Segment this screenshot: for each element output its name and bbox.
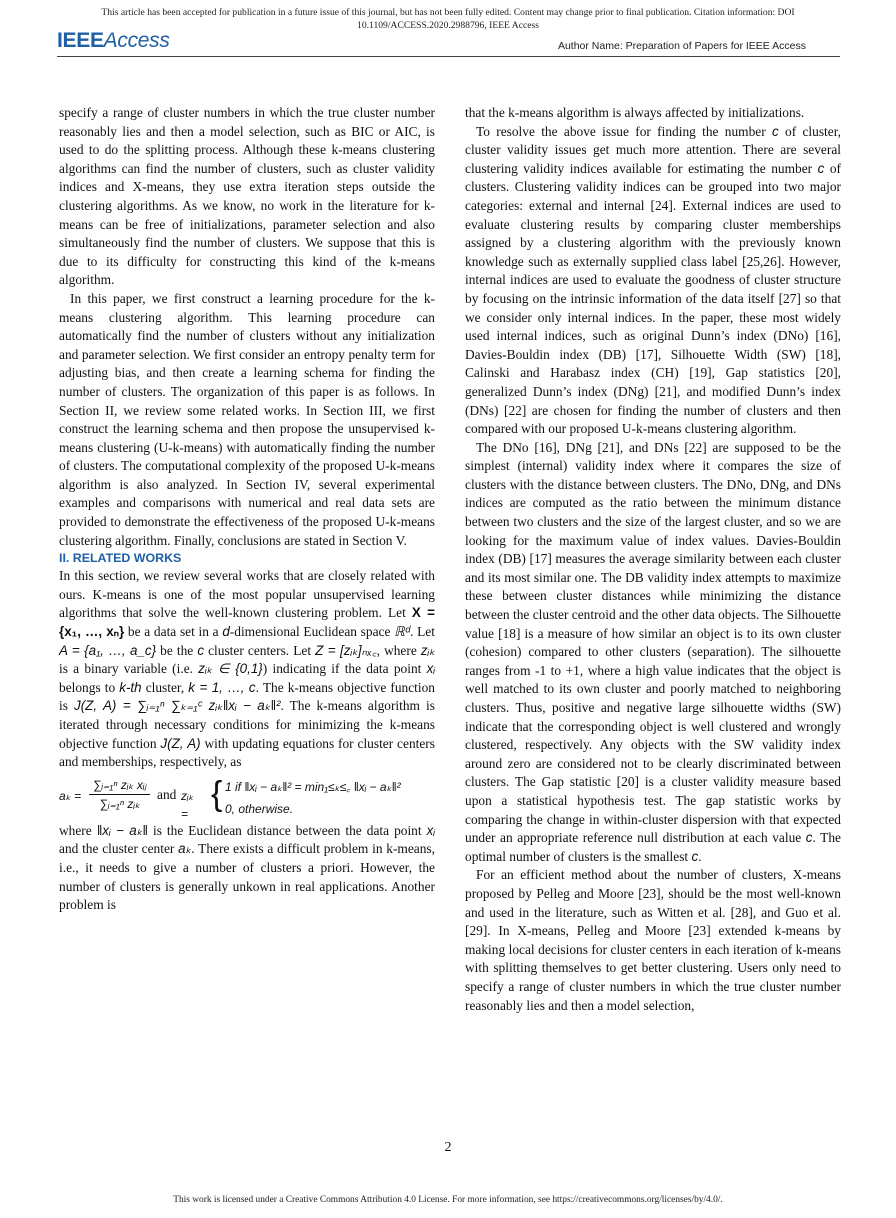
- eq-case-1: 1 if ‖xᵢ − aₖ‖² = min₁≤ₖ≤꜀ ‖xᵢ − aₖ‖²: [225, 779, 401, 794]
- header-rule: [57, 56, 840, 57]
- left-column: [59, 104, 435, 915]
- text-run: where: [59, 822, 92, 838]
- math-d: d: [222, 624, 230, 640]
- math-objective: J(Z, A) = ∑ᵢ₌₁ⁿ ∑ₖ₌₁ᶜ zᵢₖ‖xᵢ − aₖ‖²: [74, 698, 281, 714]
- text-run: of cluster, cluster validity issues get much more attention. There are several clustering validity indices available for estimating the number: [465, 123, 841, 176]
- eq-ak-lhs: aₖ =: [59, 788, 82, 803]
- text-run: with updating equations for cluster centers and memberships, respectively, as: [59, 735, 435, 770]
- text-run: ) indicating if the data point: [262, 661, 422, 677]
- math-c: c: [691, 848, 699, 864]
- logo-ieee: IEEE: [57, 29, 104, 52]
- paragraph: In this paper, we first construct a learning procedure for the k-means clustering algorithm. This learning procedure can automatically find the number of clusters without any initialization and parameter selection. We first consider an entropy penalty term for adjusting bias, and then create a learning schema for finding the number of clusters. The organization of this paper is as follows. In Section II, we review some related works. In Section III, we first construct the learning schema and then propose the unsupervised k-means clustering (U-k-means) with automatically finding the number of clusters. The computational complexity of the proposed U-k-means algorithm is also analyzed. In Section IV, several experimental examples and comparisons with numerical and real data sets are provided to demonstrate the effectiveness of the proposed U-k-means clustering algorithm. Finally, conclusions are stated in Section V.: [59, 290, 435, 548]
- eq-ak-fraction: [89, 776, 150, 814]
- text-run: . The optimal number of clusters is the smallest: [465, 830, 841, 864]
- math-c: c: [817, 160, 825, 176]
- paragraph: that the k-means algorithm is always affected by initializations.: [465, 105, 805, 120]
- text-run: is a binary variable (i.e.: [59, 661, 193, 677]
- brace-icon: {: [211, 774, 223, 813]
- text-run: In this section, we review several works that are closely related with ours. K-means is one of the most popular unsupervised learning algorithms that solve the well-known clustering problem. Let: [59, 568, 435, 621]
- math-k-range: k = 1, …, c: [188, 679, 256, 695]
- paragraph: For an efficient method about the number of clusters, X-means proposed by Pelleg and Moore [23], should be the most well-known and used in the literature, such as Witten et al. [28], and Guo et al. [29]. In X-means, Pelleg and Moore [23] extended k-means by making local decisions for cluster centers in each iteration of k-means with splitting themselves to get better clustering. Users only need to specify a range of cluster numbers in which the true cluster number reasonably lies and then a model selection,: [465, 867, 841, 1013]
- text-run: is the Euclidean distance between the data point: [152, 822, 422, 838]
- text-run: be a data set in a: [127, 624, 219, 640]
- paragraph: [59, 567, 435, 772]
- math-Z: Z = [zᵢₖ]ₙₓ꜀: [315, 642, 377, 658]
- paragraph: [465, 123, 841, 439]
- journal-logo: [57, 29, 170, 53]
- text-run: and the cluster center: [59, 841, 175, 857]
- math-xi: xᵢ: [426, 661, 435, 677]
- text-run: be the: [160, 642, 194, 658]
- math-zik-binary: zᵢₖ ∈ {0,1}: [198, 661, 263, 677]
- eq-numerator: ∑ᵢ₌₁ⁿ zᵢₖ xᵢⱼ: [89, 776, 150, 796]
- math-ak: aₖ: [178, 841, 192, 857]
- text-run: . The k-means algorithm is iterated through necessary conditions for minimizing the k-means objective function: [59, 698, 435, 751]
- text-run: cluster centers. Let: [208, 642, 312, 658]
- license-notice: This work is licensed under a Creative Commons Attribution 4.0 License. For more information, see https://creativecommons.org/licenses/by/4.0/.: [173, 1195, 723, 1205]
- section-heading: II. RELATED WORKS: [59, 551, 182, 566]
- text-run: of clusters. Clustering validity indices can be grouped into two major categories: external and internal [24]. External indices are used to evaluate clustering results by comparing cluster memberships assigned by a clustering algorithm with the previously known knowledge such as externally supplied class label [25,26]. However, internal indices are used to evaluate the goodness of cluster structure by focusing on the intrinsic information of the data itself [27] so that we consider only internal indices. In the paper, these most widely used internal indices, such as original Dunn’s index (DNo) [16], Davies-Bouldin index (DB) [17], Silhouette Width (SW) [18], Calinski and Harabasz index (CH) [19], Gap statistics [20], generalized Dunn’s index (DNg) [21], and modified Dunn’s index (DNs) [22] are chosen for finding the number of clusters and then compared with our proposed U-k-means clustering algorithm.: [465, 160, 841, 437]
- math-X: X = {x₁, …, xₙ}: [59, 605, 435, 640]
- paragraph: [465, 439, 841, 867]
- publication-notice: This article has been accepted for publication in a future issue of this journal, but has not been fully edited. Content may change prior to final publication. Citation information: DOI 10.1109/ACCESS.2020.2988796, IEEE Access: [101, 7, 795, 31]
- eq-zik-lhs: zᵢₖ =: [181, 788, 194, 822]
- text-run: , where: [376, 642, 417, 658]
- eq-case-2: 0, otherwise.: [225, 801, 294, 816]
- running-head: Author Name: Preparation of Papers for IEEE Access: [557, 40, 806, 52]
- text-run: belongs to: [59, 679, 116, 695]
- math-J: J(Z, A): [160, 735, 201, 751]
- text-run: . The k-means objective function is: [59, 679, 435, 714]
- text-run: . There exists a difficult problem in k-means, i.e., it needs to give a number of clusters a priori. However, the number of clusters is generally unkown in real applications. Another problem is: [59, 841, 435, 913]
- eq-denominator: ∑ᵢ₌₁ⁿ zᵢₖ: [99, 797, 140, 812]
- paragraph: [59, 822, 435, 915]
- text-run: The DNo [16], DNg [21], and DNs [22] are supposed to be the simplest (internal) validity index where it compares the size of clusters with the distance between clusters. The DNo, DNg, and DNs indices are computed as the ratio between the minimum distance between two clusters and the size of the largest cluster, and so we are looking for the maximum value of index values. Davies-Bouldin index (DB) [17] measures the average similarity between each cluster and its most similar one. The DB validity index attempts to maximize these between cluster distances while minimizing the distance between the cluster centroid and the other data objects. The Silhouette value [18] is a measure of how similar an object is to its own cluster (cohesion) compared to other clusters (separation). The silhouette ranges from -1 to +1, where a high value indicates that the object is well matched to its own cluster and poorly matched to neighboring clusters. Thus, positive and negative large silhouette widths (SW) indicate that the corresponding object is well clustered and wrongly clustered, respectively. Any objects with the SW validity index around zero are considered not to be clearly discriminated between clusters. The Gap statistic [20] is a cluster validity measure based upon a statistical hypothesis test. The gap statistic works by comparing the change in within-cluster dispersion with that expected under an appropriate reference null distribution at each value: [465, 439, 841, 846]
- text-run: . Let: [410, 624, 435, 640]
- math-zik: zᵢₖ: [420, 642, 435, 658]
- math-c: c: [805, 830, 813, 846]
- math-c: c: [197, 642, 205, 658]
- page-number: 2: [444, 1140, 452, 1155]
- text-run: -dimensional Euclidean space: [229, 624, 391, 640]
- eq-and: and: [157, 786, 177, 802]
- math-xi: xᵢ: [426, 822, 436, 838]
- math-c: c: [772, 123, 779, 139]
- text-run: cluster,: [145, 679, 185, 695]
- right-column: [465, 104, 841, 1015]
- update-equations: [59, 774, 435, 822]
- math-norm: ‖xᵢ − aₖ‖: [96, 822, 148, 838]
- logo-access: Access: [103, 29, 170, 52]
- math-Rd: ℝᵈ: [394, 624, 411, 640]
- math-A: A = {a₁, …, a_c}: [59, 642, 157, 658]
- text-run: .: [698, 848, 702, 864]
- math-kth: k-th: [119, 679, 142, 695]
- paragraph: specify a range of cluster numbers in which the true cluster number reasonably lies and then a model selection, such as BIC or AIC, is used to do the splitting process. Although these k-means clustering algorithms can find the number of clusters, such as cluster validity indices and X-means, they use extra iteration steps outside the clustering algorithms. As we know, no work in the literature for k-means can be free of initializations, parameter selection and also simultaneously find the number of clusters. We suppose that this is due to its difficulty for constructing this kind of the k-means algorithm.: [59, 105, 435, 288]
- text-run: To resolve the above issue for finding the number: [476, 123, 766, 139]
